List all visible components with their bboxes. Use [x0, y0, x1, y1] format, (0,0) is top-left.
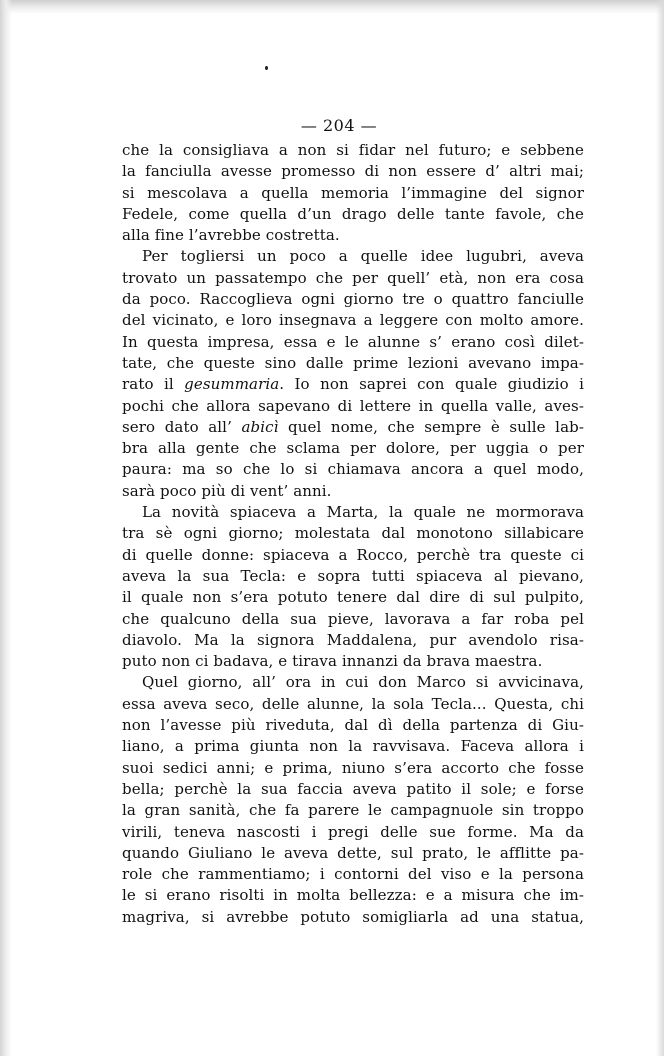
text-line: bra alla gente che sclama per dolore, per uggia o per	[122, 439, 584, 458]
page-top-shadow	[0, 0, 664, 14]
text-line: tra sè ogni giorno; molestata dal monotono sillabicare	[122, 524, 584, 543]
emphasized-word: gesummaria	[184, 375, 280, 394]
text-line: puto non ci badava, e tirava innanzi da brava maestra.	[122, 652, 543, 671]
body-text	[122, 140, 584, 928]
text-line: alla fine l’avrebbe costretta.	[122, 226, 340, 245]
text-line: di quelle donne: spiaceva a Rocco, perchè tra queste ci	[122, 545, 584, 564]
text-line: del vicinato, e loro insegnava a leggere con molto amore.	[122, 311, 584, 330]
text-line: da poco. Raccoglieva ogni giorno tre o quattro fanciulle	[122, 290, 584, 309]
text-line: la fanciulla avesse promesso di non essere d’ altri mai;	[122, 162, 584, 181]
text-line: le si erano risolti in molta bellezza: e a misura che im-	[122, 886, 584, 905]
text-line: sarà poco più di vent’ anni.	[122, 481, 332, 500]
text-line: tate, che queste sino dalle prime lezioni avevano impa-	[122, 353, 584, 372]
text-line: virili, teneva nascosti i pregi delle sue forme. Ma da	[122, 822, 584, 841]
text-line: il quale non s’era potuto tenere dal dire di sul pulpito,	[122, 588, 584, 607]
text-line: sero dato all’ abicì quel nome, che sempre è sulle lab-	[122, 417, 584, 436]
text-line: non l’avesse più riveduta, dal dì della partenza di Giu-	[122, 716, 584, 735]
text-line: si mescolava a quella memoria l’immagine del signor	[122, 183, 584, 202]
text-line: role che rammentiamo; i contorni del viso e la persona	[122, 865, 584, 884]
text-line: la gran sanità, che fa parere le campagnuole sin troppo	[122, 801, 584, 820]
text-line: suoi sedici anni; e prima, niuno s’era accorto che fosse	[122, 758, 584, 777]
text-line: rato il gesummaria. Io non saprei con quale giudizio i	[122, 375, 584, 394]
text-line: pochi che allora sapevano di lettere in quella valle, aves-	[122, 396, 584, 415]
text-line: trovato un passatempo che per quell’ età, non era cosa	[122, 268, 584, 287]
text-line: essa aveva seco, delle alunne, la sola Tecla... Questa, chi	[122, 694, 584, 713]
text-line: quando Giuliano le aveva dette, sul prato, le afflitte pa-	[122, 843, 584, 862]
ink-speck	[265, 66, 268, 70]
text-line: diavolo. Ma la signora Maddalena, pur avendolo risa-	[122, 630, 584, 649]
text-line: che qualcuno della sua pieve, lavorava a far roba pel	[122, 609, 584, 628]
text-line: paura: ma so che lo si chiamava ancora a quel modo,	[122, 460, 584, 479]
text-line: Per togliersi un poco a quelle idee lugubri, aveva	[142, 247, 584, 266]
emphasized-word: abicì	[241, 417, 279, 436]
text-line: magriva, si avrebbe potuto somigliarla ad una statua,	[122, 907, 584, 926]
text-line: aveva la sua Tecla: e sopra tutti spiaceva al pievano,	[122, 566, 584, 585]
text-line: liano, a prima giunta non la ravvisava. Faceva allora i	[122, 737, 584, 756]
page-right-shadow	[656, 0, 664, 1056]
text-line: Quel giorno, all’ ora in cui don Marco si avvicinava,	[142, 673, 584, 692]
text-line: La novità spiaceva a Marta, la quale ne mormorava	[142, 503, 584, 522]
page-number: — 204 —	[300, 116, 378, 135]
text-line: Fedele, come quella d’un drago delle tante favole, che	[122, 204, 584, 223]
text-line: che la consigliava a non si fidar nel futuro; e sebbene	[122, 141, 584, 159]
text-line: In questa impresa, essa e le alunne s’ erano così dilet-	[122, 332, 584, 351]
page-left-shadow	[0, 0, 12, 1056]
text-line: bella; perchè la sua faccia aveva patito il sole; e forse	[122, 779, 584, 798]
